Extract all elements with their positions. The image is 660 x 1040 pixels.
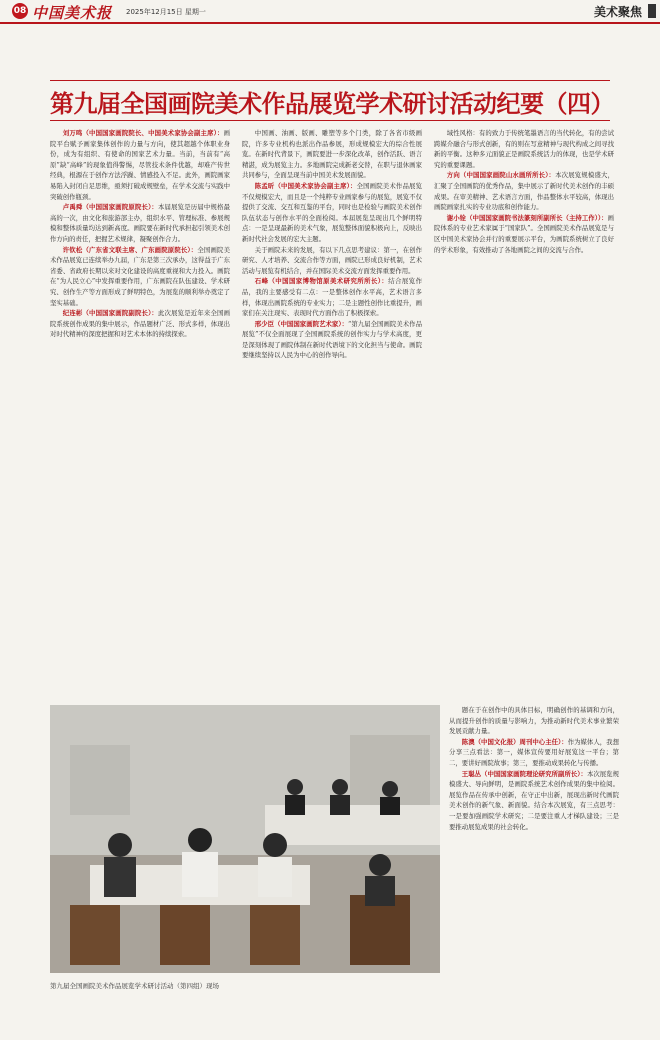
chair xyxy=(160,905,210,965)
meeting-scene-illustration xyxy=(50,705,440,973)
paragraph-text: 本次展览规模盛大，汇聚了全国画院的优秀作品，集中展示了新时代美术创作的丰硕成果。在审美精神、艺术语言方面，作品整体水平较高，体现出画院画家扎实的专业功底和创作能力。 xyxy=(434,171,614,212)
paragraph-text: “第九届全国画院美术作品展览”不仅全面展现了全国画院系统的创作实力与学术高度，更是深刻体现了画院体制在新时代语境下的文化担当与使命。画院要继续坚持以人民为中心的创作导向。 xyxy=(242,319,422,360)
section-title: 美术聚焦 xyxy=(593,5,642,19)
attendee-body xyxy=(258,857,292,897)
speaker: 陈孟昕（中国美术家协会副主席）： xyxy=(254,181,357,190)
attendee-body xyxy=(330,795,350,815)
paragraph xyxy=(434,213,614,255)
paragraph-text: 结合展览作品，我的主要感受有二点：一是整体创作水平高，艺术语言多样，体现出画院系统的专业实力；二是主题性创作比重提升，画家们在关注现实、表现时代方面作出了积极探索。 xyxy=(242,277,422,318)
article-column-3 xyxy=(434,128,614,698)
photo-region xyxy=(50,705,440,990)
headline-rule-top xyxy=(50,80,610,81)
attendee-body xyxy=(380,797,400,815)
headline-area xyxy=(50,84,614,124)
attendee-body xyxy=(365,876,395,906)
speaker: 邢少臣（中国国家画院艺术家）： xyxy=(254,319,349,328)
attendee-head xyxy=(369,854,391,876)
headline-rule-bottom xyxy=(50,120,610,121)
attendee-head xyxy=(108,833,132,857)
paragraph-text: 中国画、油画、版画、雕塑等多个门类，除了各省市级画院，许多专业机构也派出作品参展，形成规模宏大的综合性展览。在新时代背景下，画院要进一步深化改革，创作活跃、语言精湛，成为展览主力。多地画院完成新老交替，在职与退休画家共同参与，全面呈现当前中国美术发展面貌。 xyxy=(242,129,422,180)
paragraph xyxy=(434,128,614,170)
wall-panel xyxy=(70,745,130,815)
attendee-head xyxy=(332,779,348,795)
attendee-head xyxy=(263,833,287,857)
attendee-head xyxy=(287,779,303,795)
photo-caption: 第九届全国画院美术作品展览学术研讨活动（第四组）现场 xyxy=(50,982,219,990)
paragraph xyxy=(449,705,619,737)
paragraph xyxy=(242,276,422,318)
speaker: 刘万鸣（中国国家画院院长、中国美术家协会副主席）： xyxy=(62,129,224,137)
paragraph xyxy=(50,128,230,202)
paper-name: 中国美术报 xyxy=(32,4,113,22)
issue-date: 2025年12月15日 星期一 xyxy=(126,8,206,16)
speaker: 方向（中国国家画院山水画所所长）： xyxy=(446,171,556,180)
page-number: 08 xyxy=(12,3,28,19)
paragraph-text: 作为媒体人，我想分享三点看法：第一，媒体宣传要用好展览这一平台；第二，要讲好画院故事；第三，要推动成果转化与传播。 xyxy=(449,737,619,767)
attendee-body xyxy=(182,852,218,897)
paragraph xyxy=(449,769,619,833)
paragraph xyxy=(50,245,230,309)
chair xyxy=(70,905,120,965)
paragraph-text: 全国画院美术作品展览已连续举办九届，广东是第三次承办，这得益于广东省委、省政府长期以来对文化建设的高度重视和大力投入。画院在“为人民立心”中发挥重要作用，广东画院在队伍建设、学术研究、创作生产等方面形成了鲜明特色，为展览的顺利举办奠定了坚实基础。 xyxy=(50,245,230,307)
section-marker xyxy=(648,4,656,18)
paragraph-text: 域性风格：有的致力于传统笔墨语言的当代转化，有的尝试跨媒介融合与形式创新，有的则在写意精神与现代构成之间寻找新的平衡。这种多元面貌正是画院系统活力的体现，也是学术研究的重要课题。 xyxy=(434,129,614,169)
speaker: 谢小铨（中国国家画院书法篆刻所副所长（主持工作））： xyxy=(446,213,608,222)
paragraph xyxy=(50,202,230,244)
chair xyxy=(250,905,300,965)
speaker: 石峰（中国国家博物馆原美术研究所所长）： xyxy=(254,277,389,286)
attendee-head xyxy=(382,781,398,797)
paragraph-text: 本次展览规模盛大、导向鲜明，是画院系统艺术创作成果的集中检阅。展览作品在传承中创新，在守正中出新，展现出新时代画院美术创作的新气象、新面貌。结合本次展览，有三点思考：一是要加强画院学术研究；二是要注重人才梯队建设；三是要推动展览成果的社会转化。 xyxy=(449,769,619,831)
article-column-1 xyxy=(50,128,230,698)
paragraph xyxy=(242,245,422,277)
attendee-body xyxy=(104,857,136,897)
speaker: 许钦松（广东省文联主席、广东画院原院长）： xyxy=(62,245,198,254)
paragraph xyxy=(242,128,422,181)
article-columns xyxy=(50,128,616,698)
paragraph xyxy=(242,181,422,245)
paragraph-text: 关于画院未来的发展，有以下几点思考建议：第一，在创作研究、人才培养、交流合作等方面，画院已形成良好机制，艺术活动与展览有机结合，并在国际美术交流方面发挥重要作用。 xyxy=(242,245,422,275)
paragraph-text: 本届展览是历届中规格最高的一次，由文化和旅游部主办，组织水平、管理标准、参展规模和整体质量均达到新高度。画院要在新时代承担起引领美术创作方向的责任，把握艺术规律，凝聚创作合力。 xyxy=(50,203,230,243)
paragraph-text: 画院平台赋予画家集体创作的力量与方向，使其超越个体职业身份，成为有组织、有使命的国家艺术力量。当前，当前有“高原”缺“高峰”的现象值得警惕，尽管技术条件优越，却难产传世经典，根源在于创作方法浮躁、情感投入不足。此外，画院画家易陷入封闭自足思维，亟须打破成规壁垒，在学术交流与实践中突破创作瓶颈。 xyxy=(50,129,230,201)
paragraph xyxy=(50,308,230,340)
paragraph xyxy=(434,170,614,212)
attendee-body xyxy=(285,795,305,815)
paragraph xyxy=(242,319,422,361)
event-photo xyxy=(50,705,440,973)
speaker: 陈澳（中国文化报）周刊中心主任）： xyxy=(461,737,568,746)
article-column-right xyxy=(449,705,619,995)
speaker: 纪连彬（中国国家画院副院长）： xyxy=(62,309,158,318)
paragraph-text: 题在于在创作中的具体目标，明确创作的基调和方向，从而提升创作的质量与影响力，为推动新时代美术事业繁荣发展贡献力量。 xyxy=(449,706,619,736)
speaker: 王聪丛（中国国家画院理论研究所副所长）： xyxy=(461,769,587,778)
masthead-bar xyxy=(0,0,660,24)
headline: 第九届全国画院美术作品展览学术研讨活动纪要（四） xyxy=(50,90,614,118)
paragraph-text: 画院体系的专业艺术家属于“国家队”。全国画院美术作品展览是与区中国美术家协会并行的重要展示平台，为画院系统树立了良好的学术形象，有效推动了各地画院之间的交流与合作。 xyxy=(434,213,614,254)
attendee-head xyxy=(188,828,212,852)
paragraph-text: 全国画院美术作品展览不仅规模宏大，而且是一个纯粹专业画家参与的展览，展览不仅提供了交流、交互和互鉴的平台，同时也是检验与画院美术创作队伍状态与创作水平的全面检阅。本届展览呈现出几个鲜明特点：一是呈现最新的美术气象，展览整体面貌积极向上，反映出新时代社会发展的宏大主题。 xyxy=(242,181,422,243)
paragraph xyxy=(449,737,619,769)
article-column-2 xyxy=(242,128,422,698)
paragraph-text: 此次展览是近年来全国画院系统创作成果的集中展示，作品题材广泛、形式多样，体现出对时代精神的深度把握和对艺术本体的持续探索。 xyxy=(50,309,230,339)
speaker: 卢禹舜（中国国家画院原院长）： xyxy=(62,203,158,212)
